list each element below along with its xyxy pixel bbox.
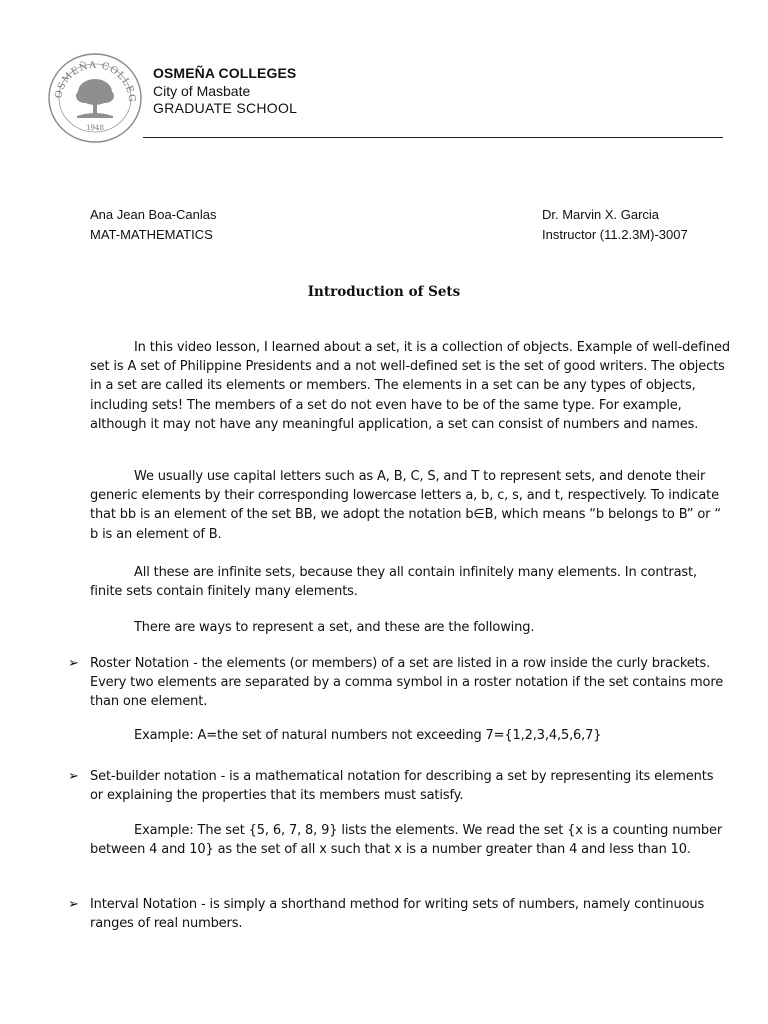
- example-text: Example: The set {5, 6, 7, 8, 9} lists the elements. We read the set {x is a counting number between 4 and 10} as the set of all x such that x is a number greater than 4 and less than 10.: [90, 823, 723, 858]
- city-name: City of Masbate: [153, 83, 251, 99]
- example-roster: Example: A=the set of natural numbers not exceeding 7={1,2,3,4,5,6,7}: [134, 728, 602, 743]
- instructor-name: Dr. Marvin X. Garcia: [542, 207, 660, 222]
- arrow-bullet-icon: ➢: [68, 769, 79, 784]
- paragraph: [90, 338, 730, 434]
- seal-text: OSMEÑA COLLEG: [53, 59, 138, 104]
- paragraph-text: All these are infinite sets, because they all contain infinitely many elements. In contrast, finite sets contain finitely many elements.: [90, 565, 697, 600]
- program-name: MAT-MATHEMATICS: [90, 227, 213, 242]
- tree-icon: [76, 79, 114, 118]
- paragraph: [90, 467, 730, 544]
- header-divider: [143, 137, 723, 138]
- arrow-bullet-icon: ➢: [68, 656, 79, 671]
- college-seal-graphic: [47, 52, 143, 144]
- paragraph-text: We usually use capital letters such as A, B, C, S, and T to represent sets, and denote their generic elements by their corresponding lowercase letters a, b, c, s, and t, respectively. To indicate that bb is an element of the set BB, we adopt the notation b∈B, which means “b belongs to B” or “ b is an element of B.: [90, 469, 721, 542]
- bullet-text: Interval Notation - is simply a shorthand method for writing sets of numbers, namely continuous ranges of real numbers.: [90, 897, 705, 932]
- college-seal: [47, 52, 143, 144]
- bullet-text: Set-builder notation - is a mathematical notation for describing a set by representing its elements or explaining the properties that its members must satisfy.: [90, 769, 714, 804]
- bullet-text: Roster Notation - the elements (or members) of a set are listed in a row inside the curly brackets. Every two elements are separated by a comma symbol in a roster notation if the set contains more than one element.: [90, 656, 724, 710]
- school-name: GRADUATE SCHOOL: [153, 100, 298, 116]
- example-set-builder: [90, 821, 730, 859]
- paragraph-text: In this video lesson, I learned about a set, it is a collection of objects. Example of well-defined set is A set of Philippine Presidents and a not well-defined set is the set of good writers. The objects in a set are called its elements or members. The elements in a set can be any types of objects, including sets! The members of a set do not even have to be of the same type. For example, although it may not have any meaningful application, a set can consist of numbers and names.: [90, 340, 731, 432]
- college-name: OSMEÑA COLLEGES: [153, 65, 297, 81]
- instructor-course: Instructor (11.2.3M)-3007: [542, 227, 688, 242]
- paragraph-text: There are ways to represent a set, and these are the following.: [134, 620, 535, 635]
- arrow-bullet-icon: ➢: [68, 897, 79, 912]
- paragraph: [90, 563, 730, 601]
- document-title: Introduction of Sets: [307, 284, 461, 300]
- seal-year: 1948: [86, 124, 104, 132]
- student-name: Ana Jean Boa-Canlas: [90, 207, 217, 222]
- paragraph: [90, 618, 730, 637]
